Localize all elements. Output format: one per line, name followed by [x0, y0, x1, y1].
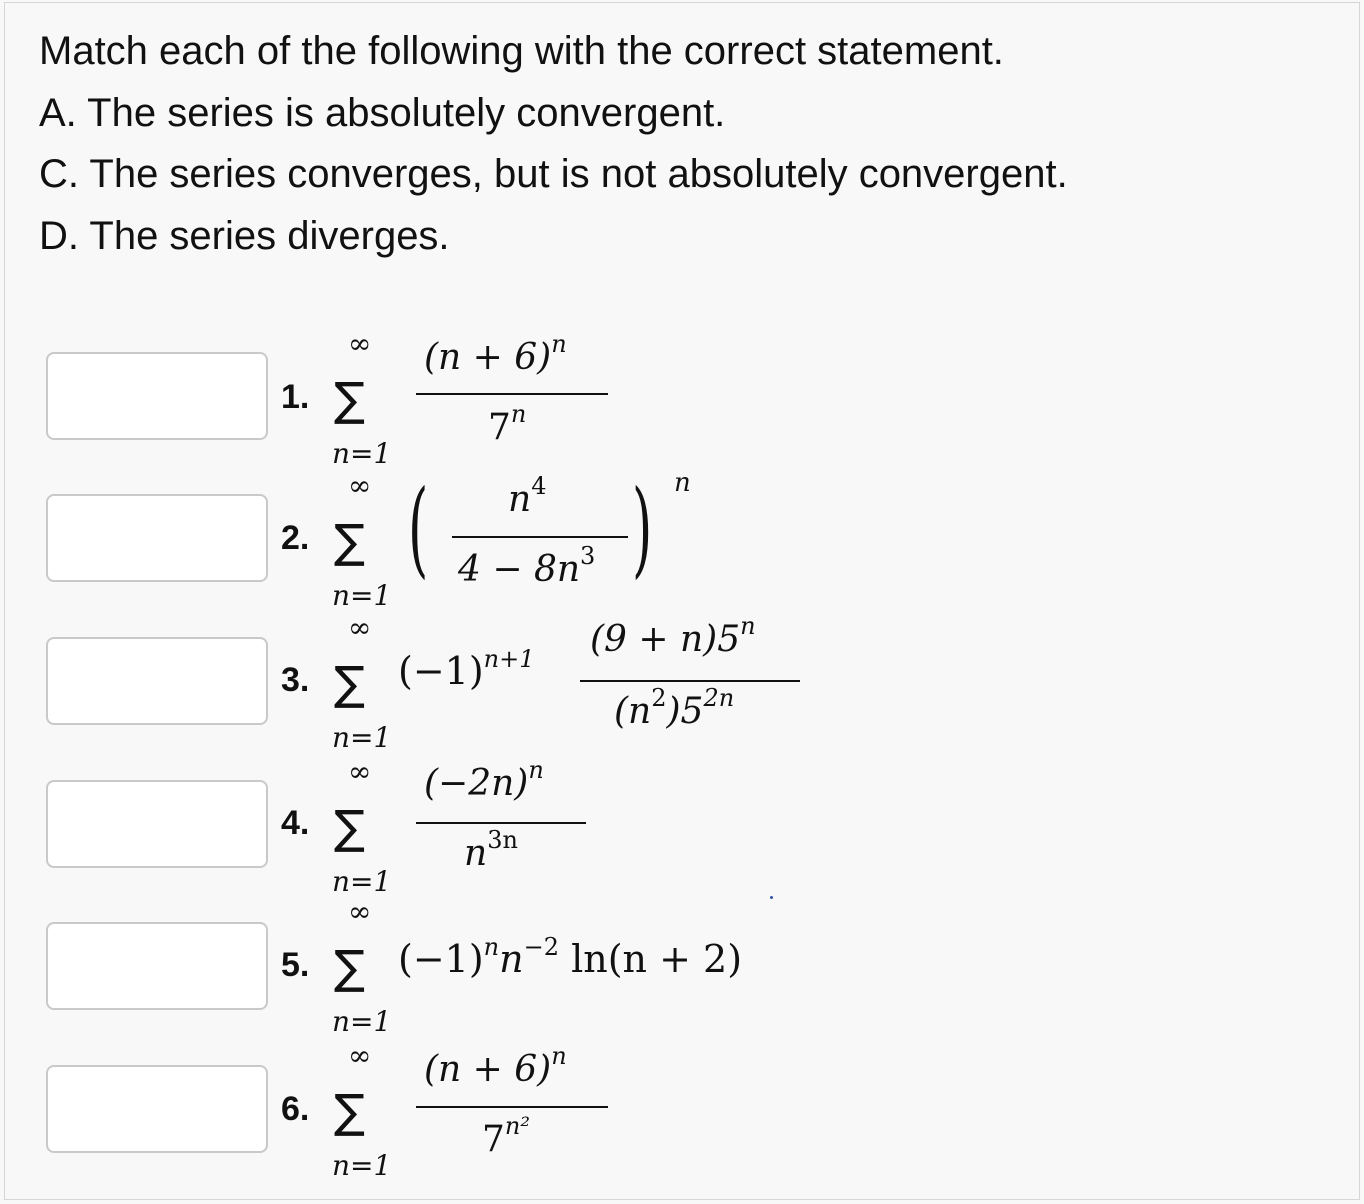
upper-limit: ∞ [348, 327, 372, 360]
sigma-symbol: ∑ [334, 940, 365, 994]
denominator: 7$^n$ [488, 400, 527, 448]
numerator: $(n + 6)^n$ [424, 330, 567, 378]
sigma-symbol: ∑ [334, 372, 365, 426]
stray-dot [770, 896, 773, 899]
sigma-symbol: ∑ [334, 800, 365, 854]
answer-input-2[interactable] [46, 494, 268, 582]
option-c: C. The series converges, but is not absolutely convergent. [39, 152, 1068, 196]
item-number: 6. [281, 1090, 310, 1128]
upper-limit: ∞ [348, 1039, 372, 1072]
sigma-symbol: ∑ [334, 1084, 365, 1138]
denominator: $(n^2)5^{2n}$ [614, 684, 735, 732]
answer-input-1[interactable] [46, 352, 268, 440]
item-number: 5. [281, 946, 310, 984]
answer-input-3[interactable] [46, 637, 268, 725]
item-number: 3. [281, 661, 310, 699]
right-paren: ) [632, 467, 653, 589]
sigma-symbol: ∑ [334, 514, 365, 568]
lower-limit: n=1 [332, 437, 392, 470]
answer-input-5[interactable] [46, 922, 268, 1010]
numerator: $(-2n)^n$ [424, 756, 544, 804]
item-number: 1. [281, 378, 310, 416]
fraction-bar [416, 822, 586, 824]
outer-exponent: n [674, 468, 691, 498]
lower-limit: n=1 [332, 579, 392, 612]
lower-limit: n=1 [332, 1005, 392, 1038]
denominator: $n^{3n}$ [464, 826, 518, 874]
fraction-bar [580, 680, 800, 682]
upper-limit: ∞ [348, 469, 372, 502]
fraction-bar [416, 1106, 608, 1108]
numerator: $(9 + n)5^n$ [590, 612, 756, 660]
option-d: D. The series diverges. [39, 213, 450, 258]
instruction-line: Match each of the following with the correct statement. [39, 29, 1004, 73]
upper-limit: ∞ [348, 755, 372, 788]
lower-limit: n=1 [332, 1149, 392, 1182]
fraction-bar [416, 393, 608, 395]
lower-limit: n=1 [332, 865, 392, 898]
question-panel [4, 2, 1360, 1200]
answer-input-6[interactable] [46, 1065, 268, 1153]
upper-limit: ∞ [348, 611, 372, 644]
lower-limit: n=1 [332, 721, 392, 754]
sign-factor: $(-1)^{n+1}$ [398, 645, 535, 693]
series-term: $(-1)^nn^{-2}$ ln(n + 2) [398, 933, 743, 981]
fraction-bar [452, 536, 628, 538]
numerator: $n^4$ [508, 472, 547, 520]
sigma-symbol: ∑ [334, 656, 365, 710]
left-paren: ( [408, 467, 429, 589]
upper-limit: ∞ [348, 895, 372, 928]
item-number: 2. [281, 519, 310, 557]
denominator: $4 - 8n^3$ [458, 542, 596, 590]
numerator: $(n + 6)^n$ [424, 1042, 567, 1090]
denominator: $7^{n^2}$ [482, 1112, 530, 1160]
item-number: 4. [281, 804, 310, 842]
answer-input-4[interactable] [46, 780, 268, 868]
option-a: A. The series is absolutely convergent. [39, 90, 726, 135]
